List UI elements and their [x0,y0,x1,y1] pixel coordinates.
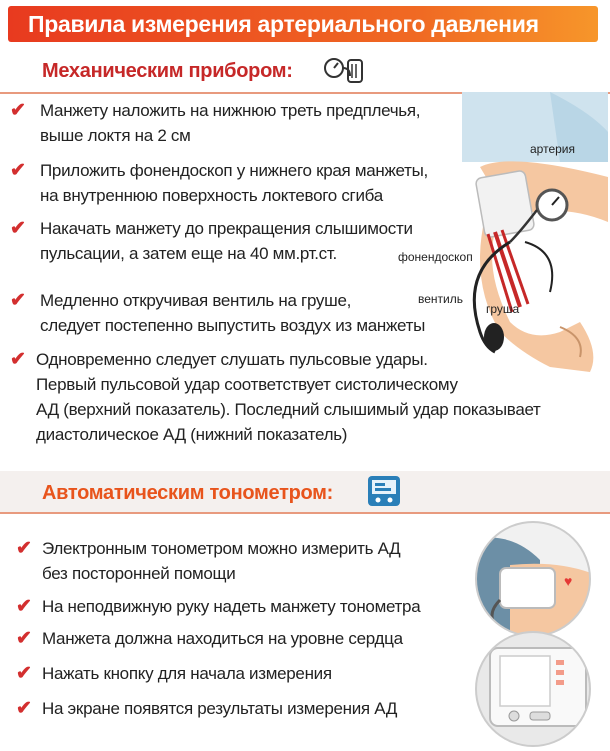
page-title: Правила измерения артериального давления [28,11,539,37]
tonometer-icon [366,474,402,508]
check-icon: ✔ [16,663,32,684]
check-icon: ✔ [10,160,26,181]
check-icon: ✔ [10,349,26,370]
svg-text:♥: ♥ [564,573,573,589]
list-item: На экране появятся результаты измерения АД [42,699,398,718]
header-banner [8,6,598,42]
automatic-title: Автоматическим тонометром: [42,482,334,504]
list-item: Одновременно следует слушать пульсовые удары. Первый пульсовой удар соответствует систолическому АД (верхний показатель). Последний слышимый удар показывает диастолическое АД (нижний показатель) [36,350,541,444]
list-item: Приложить фонендоскоп у нижнего края манжеты, на внутреннюю поверхность локтевого сгиба [40,161,428,205]
gauge-icon [322,54,366,88]
section-divider [0,512,610,514]
check-icon: ✔ [16,596,32,617]
label-valve: вентиль [418,292,463,306]
check-icon: ✔ [10,218,26,239]
list-item: Накачать манжету до прекращения слышимости пульсации, а затем еще на 40 мм.рт.ст. [40,219,413,263]
list-item: Манжета должна находиться на уровне сердца [42,629,403,648]
check-icon: ✔ [16,628,32,649]
list-item: Нажать кнопку для начала измерения [42,664,332,683]
cuff-illustration [470,520,596,638]
list-item: На неподвижную руку надеть манжету тонометра [42,597,421,616]
mechanical-title: Механическим прибором: [42,60,293,82]
list-item: Электронным тонометром можно измерить АД без посторонней помощи [42,539,401,583]
label-stethoscope: фонендоскоп [398,250,473,264]
label-artery: артерия [530,142,575,156]
check-icon: ✔ [10,100,26,121]
check-icon: ✔ [10,290,26,311]
check-icon: ✔ [16,538,32,559]
label-bulb: груша [486,302,520,316]
device-illustration [470,630,596,748]
check-icon: ✔ [16,698,32,719]
arm-illustration [440,92,608,382]
list-item: Манжету наложить на нижнюю треть предплечья, выше локтя на 2 см [40,101,421,145]
list-item: Медленно откручивая вентиль на груше, следует постепенно выпустить воздух из манжеты [40,291,426,335]
